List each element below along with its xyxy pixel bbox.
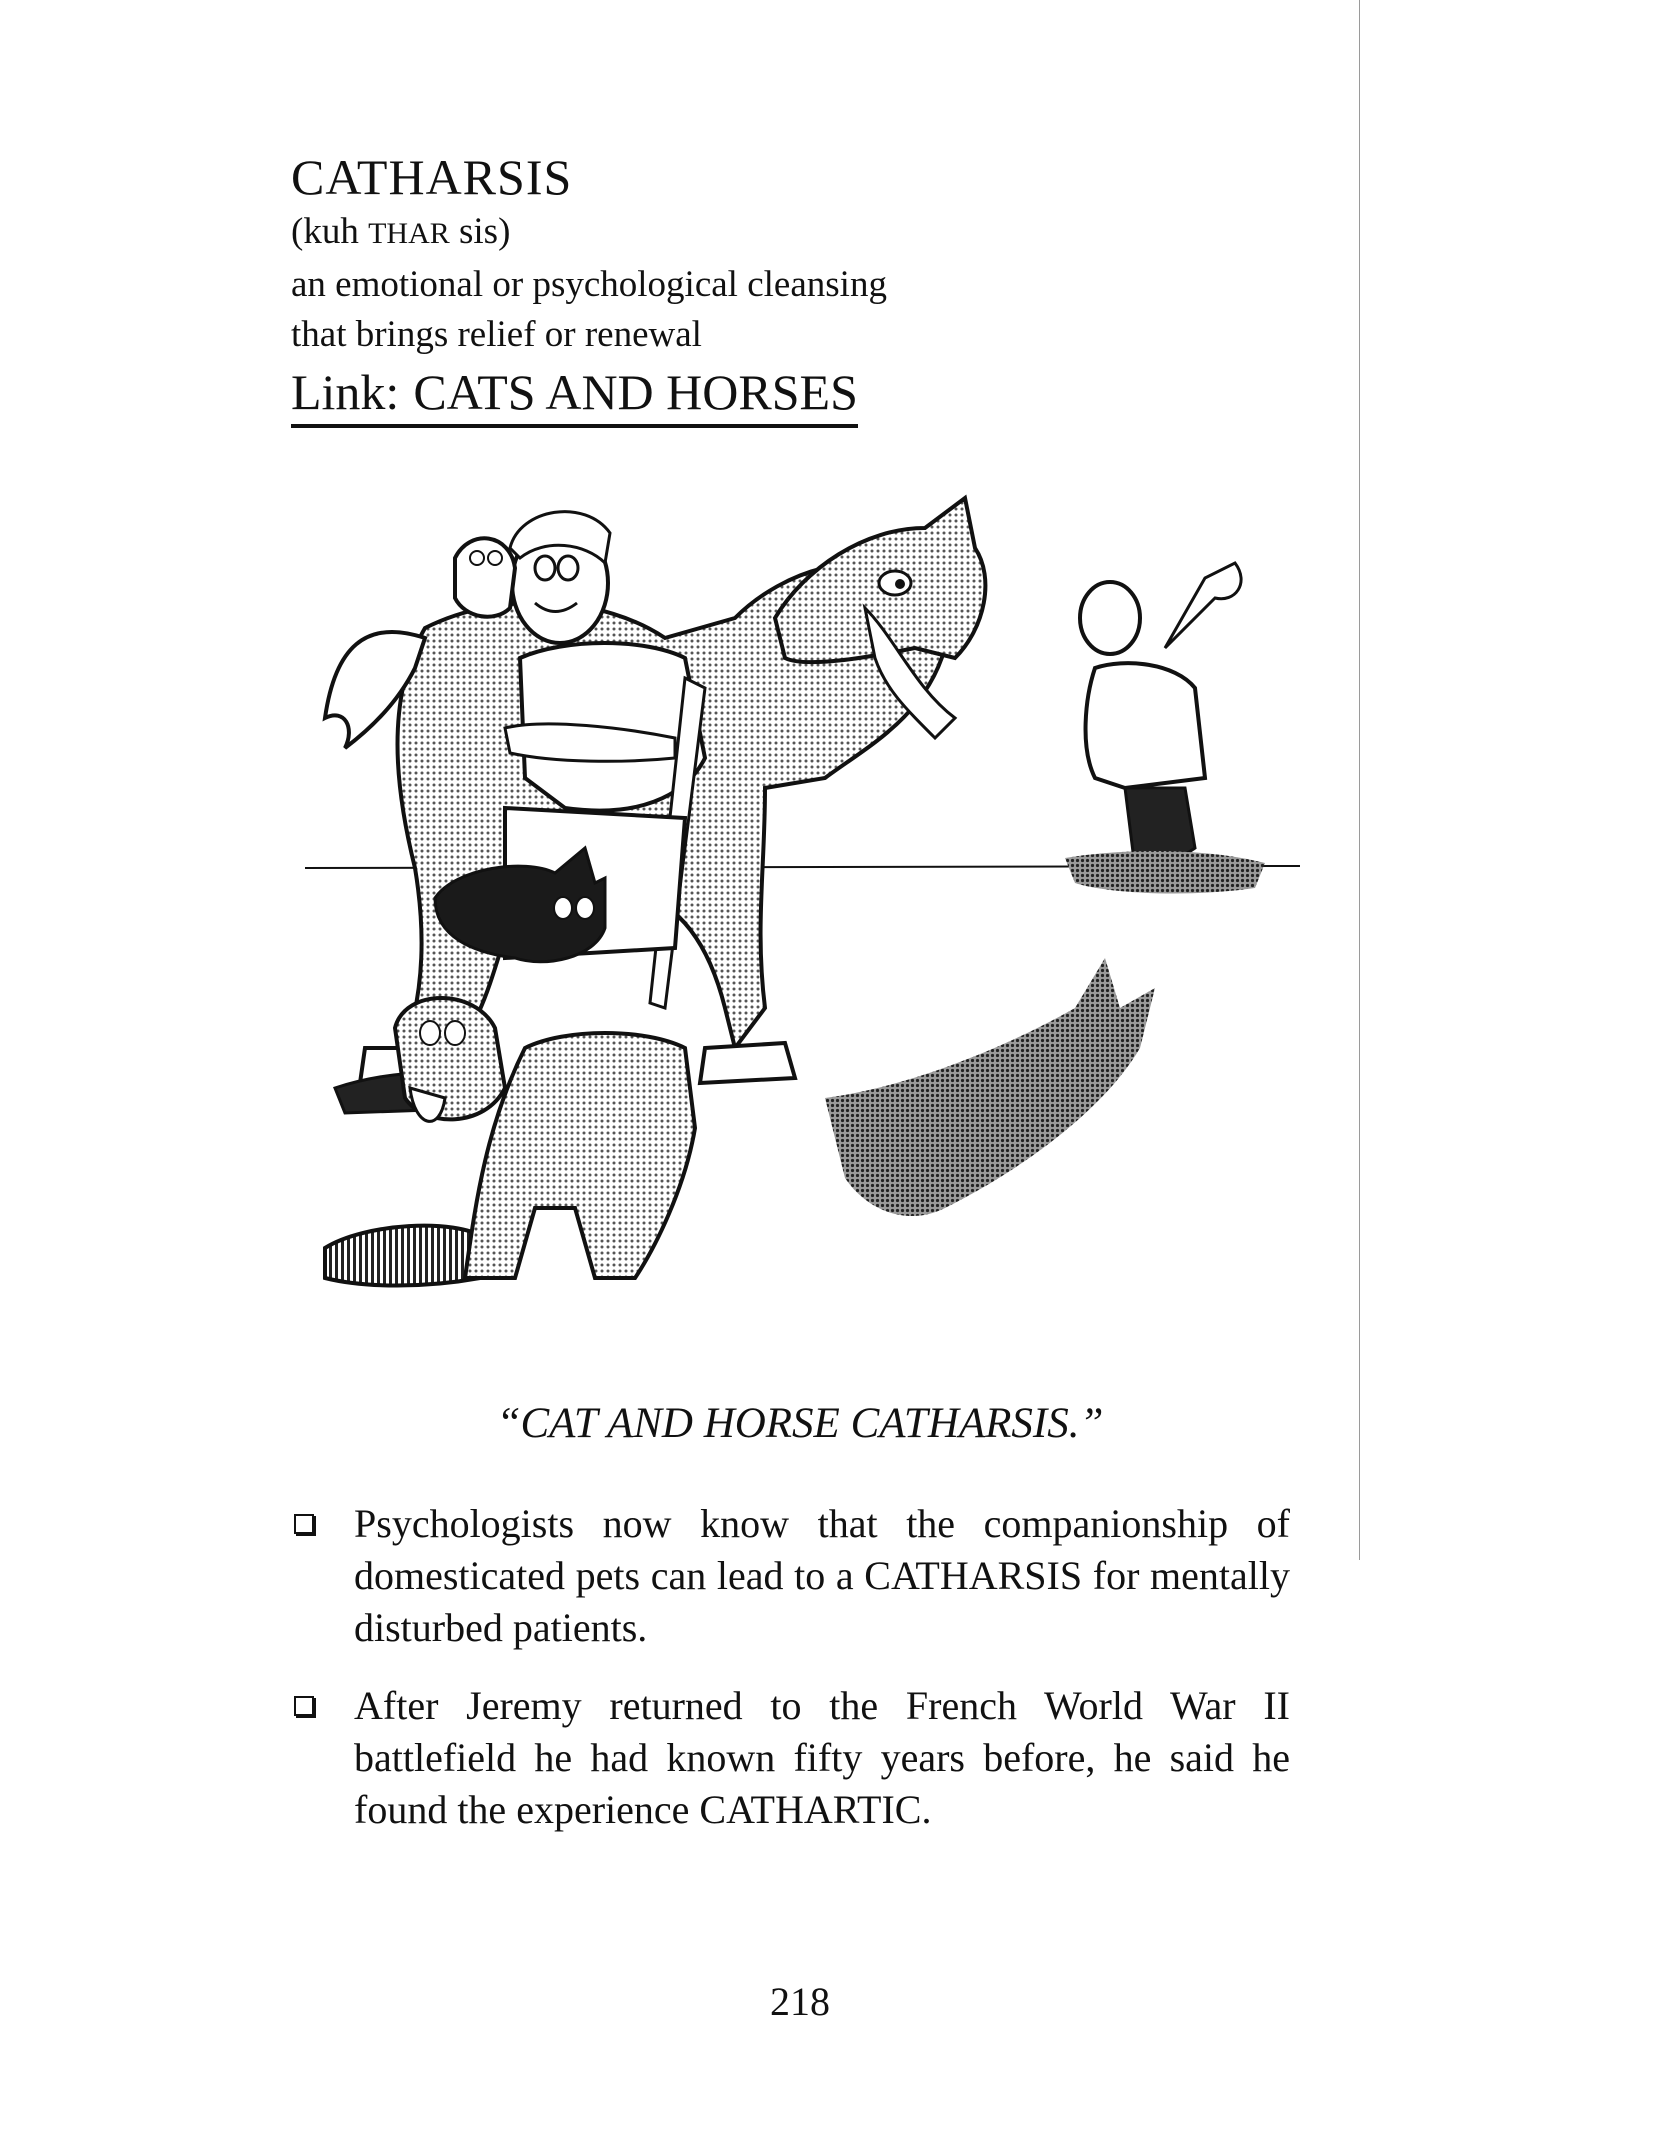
example-text: Psychologists now know that the companionship of domesticated pets can lead to a CATHARSIS for mentally disturbed patients.: [354, 1501, 1290, 1650]
definition: [291, 260, 1091, 360]
page-edge-line: [1359, 0, 1360, 1560]
definition-line: an emotional or psychological cleansing: [291, 264, 887, 305]
example-sentence: [290, 1680, 1290, 1836]
patient-eye: [535, 556, 555, 580]
pronunciation-close: sis): [449, 211, 511, 252]
bird-eye: [488, 551, 502, 565]
memory-link: [291, 362, 858, 428]
doctor-head: [1080, 582, 1140, 654]
patient-slipper: [325, 1226, 485, 1286]
black-cat-eye: [576, 897, 594, 919]
example-sentences: [290, 1498, 1290, 1862]
cartoon-illustration: [305, 488, 1300, 1368]
pronunciation-stressed-syllable: THAR: [368, 217, 450, 250]
doctor-plunger: [1165, 563, 1241, 648]
link-term: CATS AND HORSES: [413, 364, 858, 420]
doctor-coat: [1086, 663, 1205, 788]
link-label: Link:: [291, 364, 400, 420]
illustration-caption: “CAT AND HORSE CATHARSIS.”: [496, 1400, 1104, 1447]
pronunciation-open: (kuh: [291, 211, 369, 252]
dog-eye: [445, 1021, 465, 1045]
headword: CATHARSIS: [291, 149, 573, 205]
horse-eye: [879, 571, 911, 595]
patient-eye: [558, 556, 578, 580]
dog-eye: [420, 1021, 440, 1045]
definition-line: that brings relief or renewal: [291, 314, 702, 355]
vocabulary-entry: [291, 148, 1091, 428]
checkbox-bullet-icon: [294, 1514, 314, 1534]
horse-pupil: [895, 579, 905, 589]
checkbox-bullet-icon: [294, 1696, 314, 1716]
doctor-shadow: [1065, 851, 1265, 893]
bird: [455, 538, 515, 616]
bird-eye: [470, 551, 484, 565]
black-cat-eye: [554, 897, 572, 919]
cat-shadow: [825, 958, 1155, 1216]
example-text: After Jeremy returned to the French World War II battlefield he had known fifty years before, he said he found the experience CATHARTIC.: [354, 1683, 1290, 1832]
horse-hoof: [700, 1043, 795, 1083]
page-number: 218: [770, 1979, 830, 2024]
example-sentence: [290, 1498, 1290, 1654]
pronunciation: [291, 206, 1091, 260]
